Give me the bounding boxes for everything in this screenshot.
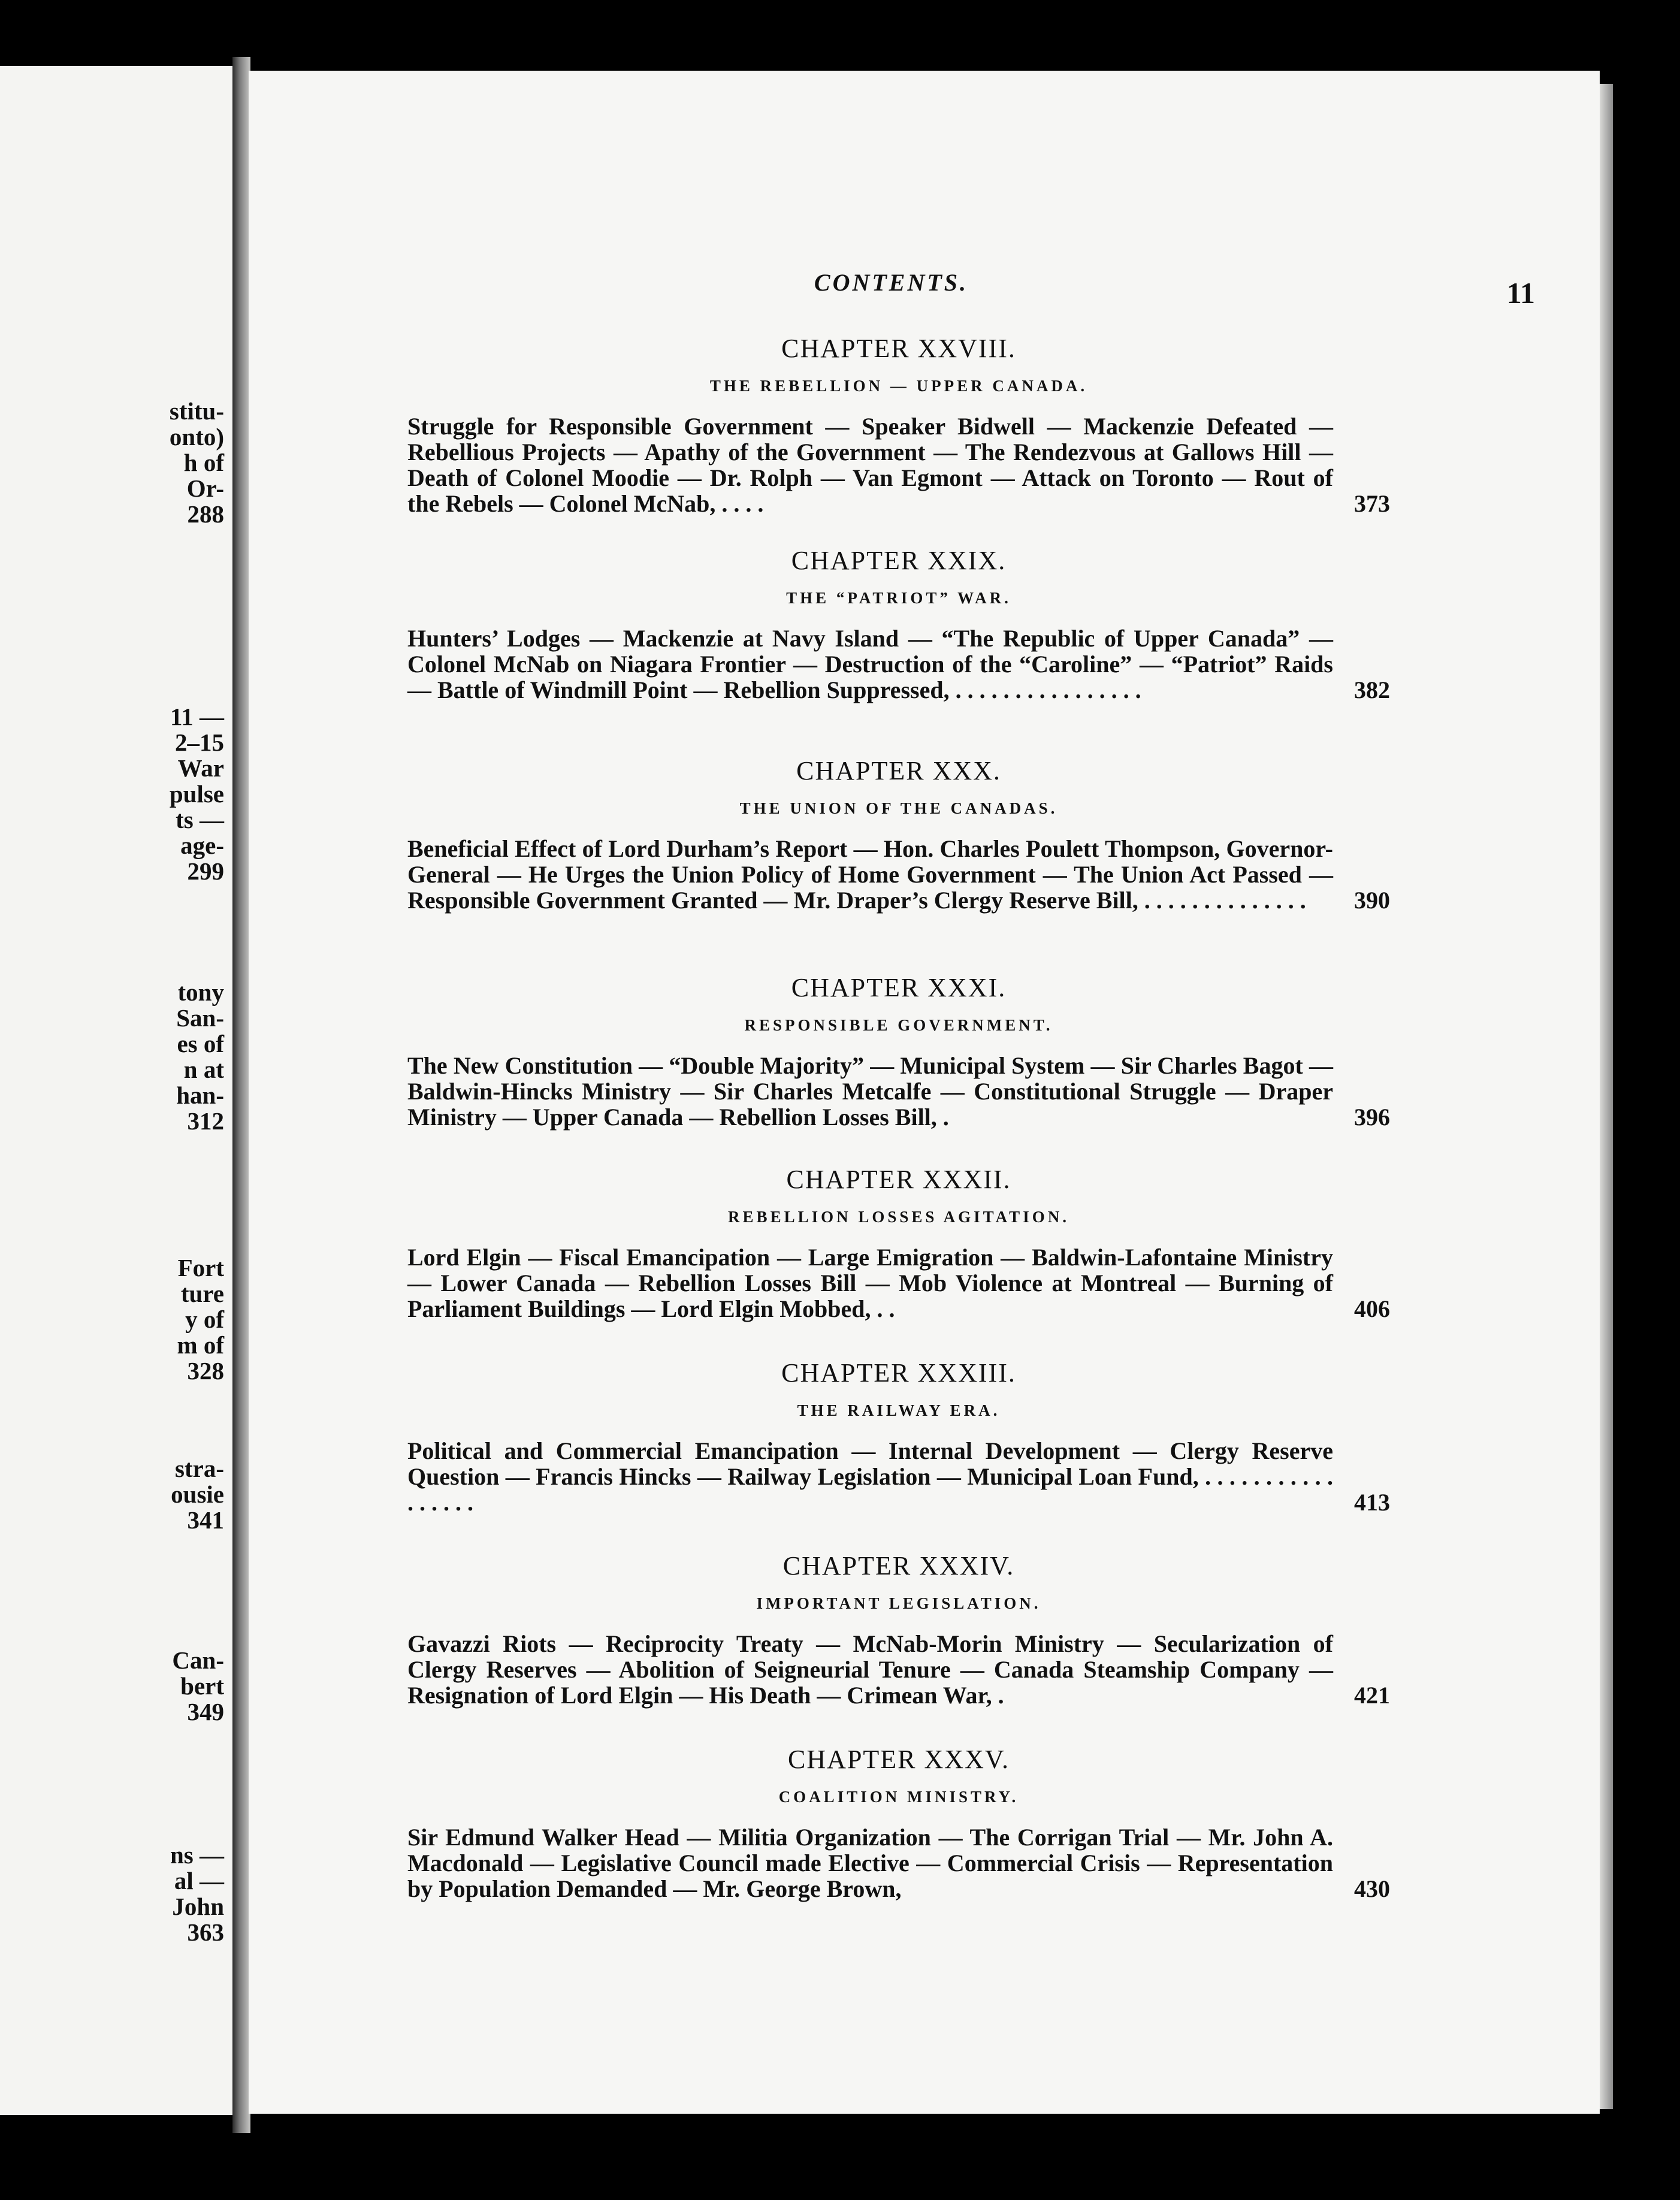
chapter-page-number: 396 [1354,1104,1390,1131]
chapter-summary: Struggle for Responsible Government — Speaker Bidwell — Mackenzie Defeated — Rebellious Projects — Apathy of the Government — The Rendezvous at Gallows Hill — Death of Colonel Moodie — Dr. Rolph — Van Egmont — Attack on Toronto — Rout of the Rebels — Colonel McNab, . . . . [407,413,1333,517]
chapter-entry [407,972,1390,1130]
chapter-description [407,836,1390,913]
left-page-fragment: Fort ture y of m of 328 [177,1254,224,1385]
right-page [249,71,1600,2114]
chapter-description [407,625,1390,703]
left-page-fragment: stitu- onto) h of Or- 288 [169,397,224,528]
page-number: 11 [1506,276,1535,310]
page-edge-shadow [1600,84,1613,2109]
chapter-page-number: 390 [1354,887,1390,914]
chapter-summary: The New Constitution — “Double Majority” — Municipal System — Sir Charles Bagot — Baldwin-Hincks Ministry — Sir Charles Metcalfe — Constitutional Struggle — Draper Ministry — Upper Canada — Rebellion Losses Bill, . [407,1052,1333,1131]
chapter-summary: Gavazzi Riots — Reciprocity Treaty — McNab-Morin Ministry — Secularization of Clergy Reserves — Abolition of Seigneurial Tenure — Canada Steamship Company — Resignation of Lord Elgin — His Death — Crimean War, . [407,1630,1333,1709]
chapter-summary: Lord Elgin — Fiscal Emancipation — Large Emigration — Baldwin-Lafontaine Ministry — Lower Canada — Rebellion Losses Bill — Mob Violence at Montreal — Burning of Parliament Buildings — Lord Elgin Mobbed, . . [407,1244,1333,1322]
chapter-summary: Hunters’ Lodges — Mackenzie at Navy Island — “The Republic of Upper Canada” — Colonel McNab on Niagara Frontier — Destruction of the “Caroline” — “Patriot” Raids — Battle of Windmill Point — Rebellion Suppressed, . . . . . . . . . . . . . . . . [407,625,1333,703]
book-spine [232,57,250,2133]
chapter-summary: Political and Commercial Emancipation — Internal Development — Clergy Reserve Question — Francis Hincks — Railway Legislation — Municipal Loan Fund, . . . . . . . . . . . . . . . . . [407,1437,1333,1516]
chapter-subtitle: THE “PATRIOT” WAR. [786,589,1011,607]
chapter-description [407,1824,1390,1902]
running-head: CONTENTS. [814,269,969,296]
chapter-entry [407,1551,1390,1708]
chapter-title: CHAPTER XXXIV. [782,1551,1015,1581]
left-page-fragment: tony San- es of n at han- 312 [176,978,224,1135]
chapter-description [407,1053,1390,1130]
chapter-entry [407,1744,1390,1902]
chapter-subtitle: RESPONSIBLE GOVERNMENT. [744,1016,1053,1034]
left-page [0,66,232,2115]
chapter-title: CHAPTER XXXV. [788,1745,1010,1774]
chapter-page-number: 430 [1354,1875,1390,1902]
chapter-title: CHAPTER XXXI. [791,973,1007,1002]
chapter-subtitle: IMPORTANT LEGISLATION. [756,1594,1041,1612]
chapter-entry [407,756,1390,913]
chapter-title: CHAPTER XXVIII. [781,334,1016,363]
chapter-description [407,1631,1390,1708]
chapter-page-number: 421 [1354,1682,1390,1709]
chapter-summary: Sir Edmund Walker Head — Militia Organization — The Corrigan Trial — Mr. John A. Macdonald — Legislative Council made Elective — Commercial Crisis — Representation by Population Demanded — Mr. George Brown, [407,1824,1333,1902]
chapter-description [407,1244,1390,1322]
chapter-title: CHAPTER XXXIII. [781,1358,1016,1388]
left-page-fragment: Can- bert 349 [172,1646,224,1725]
left-page-fragment: ns — al — John 363 [170,1841,224,1946]
chapter-entry [407,1164,1390,1322]
chapter-subtitle: THE RAILWAY ERA. [797,1401,1001,1419]
chapter-entry [407,333,1390,516]
chapter-page-number: 382 [1354,676,1390,703]
left-page-fragment: stra- ousie 341 [171,1455,224,1534]
chapter-page-number: 373 [1354,490,1390,517]
chapter-description [407,1438,1390,1515]
chapter-page-number: 413 [1354,1489,1390,1516]
chapter-subtitle: THE REBELLION — UPPER CANADA. [709,377,1088,395]
chapter-description [407,413,1390,516]
chapter-summary: Beneficial Effect of Lord Durham’s Report — Hon. Charles Poulett Thompson, Governor-General — He Urges the Union Policy of Home Government — The Union Act Passed — Responsible Government Granted — Mr. Draper’s Clergy Reserve Bill, . . . . . . . . . . . . . . [407,835,1333,914]
chapter-entry [407,545,1390,703]
chapter-title: CHAPTER XXXII. [786,1165,1011,1194]
chapter-title: CHAPTER XXIX. [791,546,1007,575]
chapter-subtitle: THE UNION OF THE CANADAS. [739,799,1058,817]
chapter-subtitle: REBELLION LOSSES AGITATION. [728,1208,1069,1226]
chapter-page-number: 406 [1354,1295,1390,1322]
left-page-fragment: 11 — 2–15 War pulse ts — age- 299 [169,703,224,885]
chapter-title: CHAPTER XXX. [796,756,1001,785]
chapter-entry [407,1358,1390,1515]
chapter-subtitle: COALITION MINISTRY. [778,1788,1019,1806]
